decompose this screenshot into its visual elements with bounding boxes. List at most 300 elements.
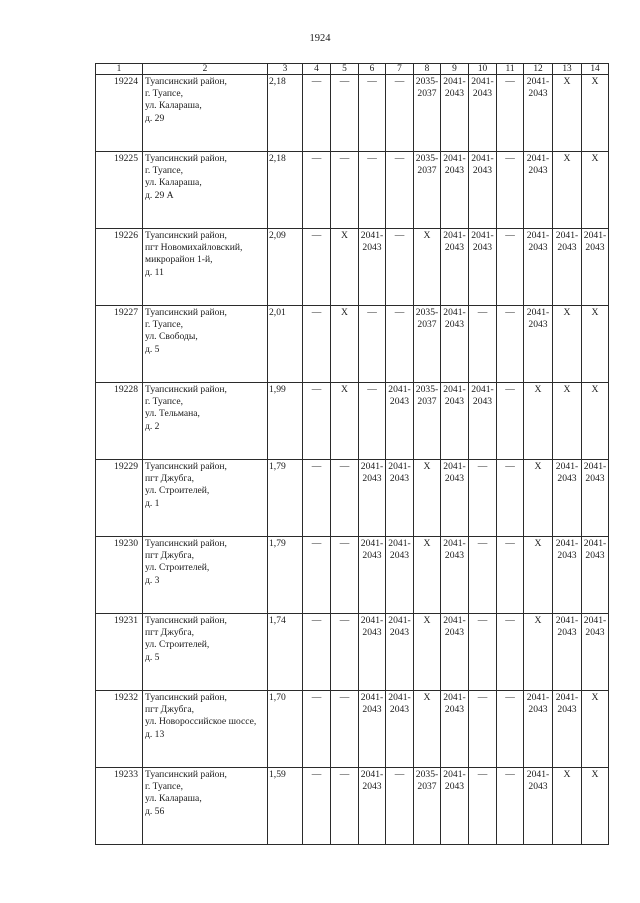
period-line: X <box>591 769 599 780</box>
record-number: 19232 <box>96 691 143 768</box>
record-number: 19224 <box>96 75 143 152</box>
table-row <box>96 229 609 306</box>
period-cell <box>414 152 441 229</box>
period-cell <box>553 614 582 691</box>
period-line: 2043 <box>585 550 605 562</box>
address-line: г. Туапсе, <box>145 319 183 331</box>
address-line: Туапсинский район, <box>145 461 227 472</box>
period-cell <box>359 691 386 768</box>
period-line: 2043 <box>389 704 410 716</box>
period-line: X <box>591 76 599 87</box>
period-cell <box>582 460 609 537</box>
period-cell <box>386 768 414 845</box>
period-line: 2035- <box>415 384 439 395</box>
period-line: 2043 <box>528 242 548 254</box>
address-cell <box>143 768 268 845</box>
address-line: Туапсинский район, <box>145 230 227 241</box>
period-cell <box>359 383 386 460</box>
period-line: 2041- <box>471 153 494 164</box>
period-line: 2041- <box>555 461 579 472</box>
period-line: X <box>591 384 599 395</box>
address-cell <box>143 614 268 691</box>
period-line: — <box>339 153 350 164</box>
period-line: — <box>505 153 515 164</box>
address-line: д. 2 <box>145 420 160 432</box>
record-number: 19229 <box>96 460 143 537</box>
period-cell <box>497 460 524 537</box>
period-cell <box>524 306 553 383</box>
period-line: — <box>339 769 350 780</box>
period-cell <box>331 75 359 152</box>
period-cell <box>553 383 582 460</box>
period-line: 2043 <box>444 396 465 408</box>
address-line: Туапсинский район, <box>145 384 227 395</box>
period-line: X <box>341 307 348 318</box>
period-cell <box>414 229 441 306</box>
period-line: 2041- <box>388 461 411 472</box>
address-line: д. 29 А <box>145 189 174 201</box>
period-line: — <box>339 692 350 703</box>
address-cell <box>143 75 268 152</box>
period-line: X <box>591 692 599 703</box>
header-row <box>96 64 609 75</box>
period-line: X <box>341 384 348 395</box>
address-line: пгт Джубга, <box>145 704 194 716</box>
period-line: 2043 <box>472 242 493 254</box>
period-line: 2043 <box>444 473 465 485</box>
period-line: — <box>311 307 322 318</box>
record-number: 19228 <box>96 383 143 460</box>
period-cell <box>582 768 609 845</box>
period-cell <box>303 383 331 460</box>
period-cell <box>303 229 331 306</box>
period-cell <box>524 383 553 460</box>
period-cell <box>303 152 331 229</box>
period-line: — <box>505 769 515 780</box>
value-cell: 1,59 <box>268 768 303 845</box>
address-line: д. 3 <box>145 574 160 586</box>
period-line: 2041- <box>555 230 579 241</box>
period-cell <box>331 152 359 229</box>
period-cell <box>441 691 469 768</box>
page-number: 1924 <box>309 33 331 44</box>
period-cell <box>524 229 553 306</box>
value-cell: 2,09 <box>268 229 303 306</box>
period-cell <box>524 768 553 845</box>
period-line: 2041- <box>471 384 494 395</box>
address-line: ул. Калараша, <box>145 793 202 805</box>
period-cell <box>359 614 386 691</box>
period-line: X <box>341 230 348 241</box>
period-line: 2041- <box>443 615 466 626</box>
period-line: 2043 <box>557 242 577 254</box>
period-cell <box>303 537 331 614</box>
address-line: ул. Калараша, <box>145 177 202 189</box>
period-line: — <box>477 307 488 318</box>
period-line: 2041- <box>360 538 384 549</box>
period-cell <box>582 537 609 614</box>
period-line: X <box>423 615 431 626</box>
period-line: X <box>563 307 571 318</box>
period-cell <box>469 383 497 460</box>
record-number: 19225 <box>96 152 143 229</box>
column-header: 9 <box>441 64 469 75</box>
address-line: Туапсинский район, <box>145 153 227 164</box>
period-line: X <box>563 153 571 164</box>
period-cell <box>524 691 553 768</box>
period-line: 2043 <box>528 704 548 716</box>
period-line: — <box>477 461 488 472</box>
period-cell <box>553 152 582 229</box>
period-cell <box>441 306 469 383</box>
address-cell <box>143 383 268 460</box>
period-line: — <box>477 538 488 549</box>
period-cell <box>469 537 497 614</box>
column-header: 8 <box>414 64 441 75</box>
period-cell <box>582 383 609 460</box>
period-cell <box>359 229 386 306</box>
table-row <box>96 768 609 845</box>
period-cell <box>303 691 331 768</box>
period-line: 2041- <box>360 769 384 780</box>
registry-table <box>95 63 609 845</box>
address-line: Туапсинский район, <box>145 615 227 626</box>
period-line: 2043 <box>444 627 465 639</box>
address-line: д. 56 <box>145 805 165 817</box>
period-line: X <box>423 461 431 472</box>
table-row <box>96 383 609 460</box>
period-cell <box>582 152 609 229</box>
period-line: 2041- <box>443 153 466 164</box>
period-line: X <box>534 615 542 626</box>
record-number: 19233 <box>96 768 143 845</box>
period-line: — <box>311 615 322 626</box>
period-line: 2043 <box>472 165 493 177</box>
period-line: 2043 <box>362 473 382 485</box>
period-line: 2043 <box>362 781 382 793</box>
period-line: 2043 <box>557 550 577 562</box>
period-cell <box>553 537 582 614</box>
period-line: — <box>477 615 488 626</box>
address-line: д. 5 <box>145 651 160 663</box>
period-cell <box>497 614 524 691</box>
period-cell <box>469 691 497 768</box>
period-line: 2037 <box>417 319 437 331</box>
period-line: 2041- <box>555 692 579 703</box>
period-cell <box>414 768 441 845</box>
column-header: 11 <box>497 64 524 75</box>
period-cell <box>331 306 359 383</box>
period-line: — <box>394 76 405 87</box>
period-line: 2035- <box>415 307 439 318</box>
address-line: г. Туапсе, <box>145 396 183 408</box>
period-line: — <box>311 461 322 472</box>
address-line: ул. Свободы, <box>145 331 198 343</box>
table-row <box>96 306 609 383</box>
period-cell <box>469 306 497 383</box>
column-header: 12 <box>524 64 553 75</box>
period-cell <box>441 614 469 691</box>
period-line: — <box>477 692 488 703</box>
column-header: 6 <box>359 64 386 75</box>
period-cell <box>553 768 582 845</box>
column-header: 14 <box>582 64 609 75</box>
address-cell <box>143 537 268 614</box>
period-cell <box>441 152 469 229</box>
period-cell <box>331 537 359 614</box>
period-cell <box>414 614 441 691</box>
period-cell <box>386 75 414 152</box>
period-cell <box>386 537 414 614</box>
period-cell <box>524 614 553 691</box>
period-cell <box>524 460 553 537</box>
period-cell <box>359 75 386 152</box>
table-row <box>96 152 609 229</box>
period-line: 2041- <box>360 692 384 703</box>
period-line: 2043 <box>444 550 465 562</box>
period-cell <box>414 537 441 614</box>
address-line: д. 5 <box>145 343 160 355</box>
record-number: 19230 <box>96 537 143 614</box>
period-cell <box>582 691 609 768</box>
period-cell <box>303 75 331 152</box>
period-cell <box>497 537 524 614</box>
period-line: 2043 <box>389 550 410 562</box>
period-line: 2043 <box>444 704 465 716</box>
address-line: Туапсинский район, <box>145 769 227 780</box>
period-cell <box>359 537 386 614</box>
period-line: X <box>534 384 542 395</box>
address-line: ул. Новороссийское шоссе, <box>145 716 257 728</box>
period-line: — <box>311 538 322 549</box>
record-number: 19226 <box>96 229 143 306</box>
period-line: 2043 <box>528 781 548 793</box>
period-cell <box>386 460 414 537</box>
period-line: X <box>563 769 571 780</box>
address-line: д. 11 <box>145 266 164 278</box>
address-cell <box>143 691 268 768</box>
period-cell <box>497 152 524 229</box>
address-cell <box>143 460 268 537</box>
period-line: — <box>311 76 322 87</box>
address-line: г. Туапсе, <box>145 88 183 100</box>
period-cell <box>469 460 497 537</box>
period-line: 2043 <box>472 396 493 408</box>
period-line: 2043 <box>444 781 465 793</box>
period-line: 2037 <box>417 396 437 408</box>
period-line: 2037 <box>417 88 437 100</box>
value-cell: 2,18 <box>268 152 303 229</box>
period-cell <box>414 460 441 537</box>
period-line: — <box>477 769 488 780</box>
address-line: д. 13 <box>145 728 165 740</box>
period-cell <box>497 691 524 768</box>
period-line: X <box>423 538 431 549</box>
period-line: — <box>311 153 322 164</box>
period-cell <box>386 152 414 229</box>
column-header: 10 <box>469 64 497 75</box>
period-cell <box>497 75 524 152</box>
address-line: г. Туапсе, <box>145 781 183 793</box>
period-cell <box>582 75 609 152</box>
period-line: X <box>563 76 571 87</box>
period-line: — <box>505 230 515 241</box>
address-line: пгт Джубга, <box>145 550 194 562</box>
address-line: Туапсинский район, <box>145 538 227 549</box>
column-header: 7 <box>386 64 414 75</box>
period-line: — <box>367 76 377 87</box>
period-line: 2041- <box>360 615 384 626</box>
period-line: — <box>339 615 350 626</box>
period-line: 2041- <box>583 461 607 472</box>
period-line: 2035- <box>415 769 439 780</box>
period-line: 2043 <box>557 473 577 485</box>
value-cell: 2,18 <box>268 75 303 152</box>
address-line: пгт Джубга, <box>145 627 194 639</box>
value-cell: 1,70 <box>268 691 303 768</box>
period-cell <box>524 75 553 152</box>
period-cell <box>441 383 469 460</box>
period-line: X <box>423 230 431 241</box>
column-header: 4 <box>303 64 331 75</box>
period-cell <box>359 152 386 229</box>
period-line: 2041- <box>443 461 466 472</box>
period-line: 2043 <box>444 88 465 100</box>
period-line: 2041- <box>443 76 466 87</box>
period-line: 2041- <box>526 692 550 703</box>
address-line: пгт Новомихайловский, <box>145 242 243 254</box>
period-line: — <box>339 538 350 549</box>
period-cell <box>582 306 609 383</box>
column-header: 3 <box>268 64 303 75</box>
period-line: — <box>339 461 350 472</box>
period-line: — <box>311 230 322 241</box>
column-header: 13 <box>553 64 582 75</box>
period-cell <box>497 383 524 460</box>
period-line: 2041- <box>360 230 384 241</box>
period-line: 2041- <box>443 230 466 241</box>
period-line: — <box>505 692 515 703</box>
period-line: — <box>394 307 405 318</box>
period-line: 2043 <box>528 165 548 177</box>
period-line: 2035- <box>415 76 439 87</box>
period-line: 2043 <box>389 396 410 408</box>
period-line: 2041- <box>583 538 607 549</box>
period-cell <box>469 75 497 152</box>
address-line: ул. Строителей, <box>145 639 210 651</box>
period-line: 2041- <box>526 769 550 780</box>
address-line: Туапсинский район, <box>145 307 227 318</box>
period-cell <box>441 768 469 845</box>
period-cell <box>469 229 497 306</box>
period-cell <box>553 460 582 537</box>
period-cell <box>303 306 331 383</box>
period-cell <box>524 152 553 229</box>
table-row <box>96 537 609 614</box>
value-cell: 2,01 <box>268 306 303 383</box>
address-cell <box>143 229 268 306</box>
period-cell <box>331 768 359 845</box>
period-cell <box>497 229 524 306</box>
address-line: д. 1 <box>145 497 160 509</box>
period-line: 2041- <box>583 230 607 241</box>
period-line: 2041- <box>443 769 466 780</box>
period-line: — <box>505 615 515 626</box>
period-cell <box>359 306 386 383</box>
period-line: 2043 <box>472 88 493 100</box>
period-cell <box>414 383 441 460</box>
period-line: 2043 <box>444 319 465 331</box>
period-cell <box>497 306 524 383</box>
period-line: 2041- <box>388 692 411 703</box>
period-line: — <box>311 769 322 780</box>
period-line: 2043 <box>362 550 382 562</box>
period-line: — <box>311 384 322 395</box>
period-line: 2041- <box>555 615 579 626</box>
period-cell <box>524 537 553 614</box>
address-line: г. Туапсе, <box>145 165 183 177</box>
period-line: 2035- <box>415 153 439 164</box>
period-cell <box>441 537 469 614</box>
period-line: 2041- <box>443 384 466 395</box>
address-line: микрорайон 1-й, <box>145 254 213 266</box>
period-line: 2037 <box>417 781 437 793</box>
period-line: — <box>505 307 515 318</box>
period-line: 2043 <box>362 704 382 716</box>
period-line: 2043 <box>362 627 382 639</box>
period-cell <box>414 306 441 383</box>
period-cell <box>331 383 359 460</box>
period-line: 2041- <box>443 307 466 318</box>
period-line: — <box>505 538 515 549</box>
period-line: — <box>394 769 405 780</box>
period-line: 2043 <box>389 473 410 485</box>
address-line: ул. Калараша, <box>145 100 202 112</box>
period-line: — <box>505 384 515 395</box>
period-cell <box>441 460 469 537</box>
address-line: ул. Строителей, <box>145 562 210 574</box>
period-cell <box>553 306 582 383</box>
period-line: 2043 <box>528 319 548 331</box>
period-line: 2041- <box>471 230 494 241</box>
record-number: 19227 <box>96 306 143 383</box>
period-line: 2041- <box>443 538 466 549</box>
period-cell <box>386 306 414 383</box>
address-line: Туапсинский район, <box>145 692 227 703</box>
value-cell: 1,79 <box>268 537 303 614</box>
period-cell <box>553 229 582 306</box>
period-line: 2043 <box>585 473 605 485</box>
period-line: 2043 <box>444 165 465 177</box>
period-cell <box>469 614 497 691</box>
period-line: 2043 <box>585 627 605 639</box>
value-cell: 1,79 <box>268 460 303 537</box>
period-line: — <box>367 384 377 395</box>
period-line: — <box>505 461 515 472</box>
period-line: 2043 <box>557 627 577 639</box>
period-line: — <box>311 692 322 703</box>
period-line: — <box>505 76 515 87</box>
period-cell <box>553 75 582 152</box>
period-cell <box>469 768 497 845</box>
period-line: 2043 <box>585 242 605 254</box>
period-cell <box>303 460 331 537</box>
period-line: — <box>394 230 405 241</box>
period-line: X <box>534 538 542 549</box>
period-cell <box>582 229 609 306</box>
column-header: 1 <box>96 64 143 75</box>
value-cell: 1,99 <box>268 383 303 460</box>
